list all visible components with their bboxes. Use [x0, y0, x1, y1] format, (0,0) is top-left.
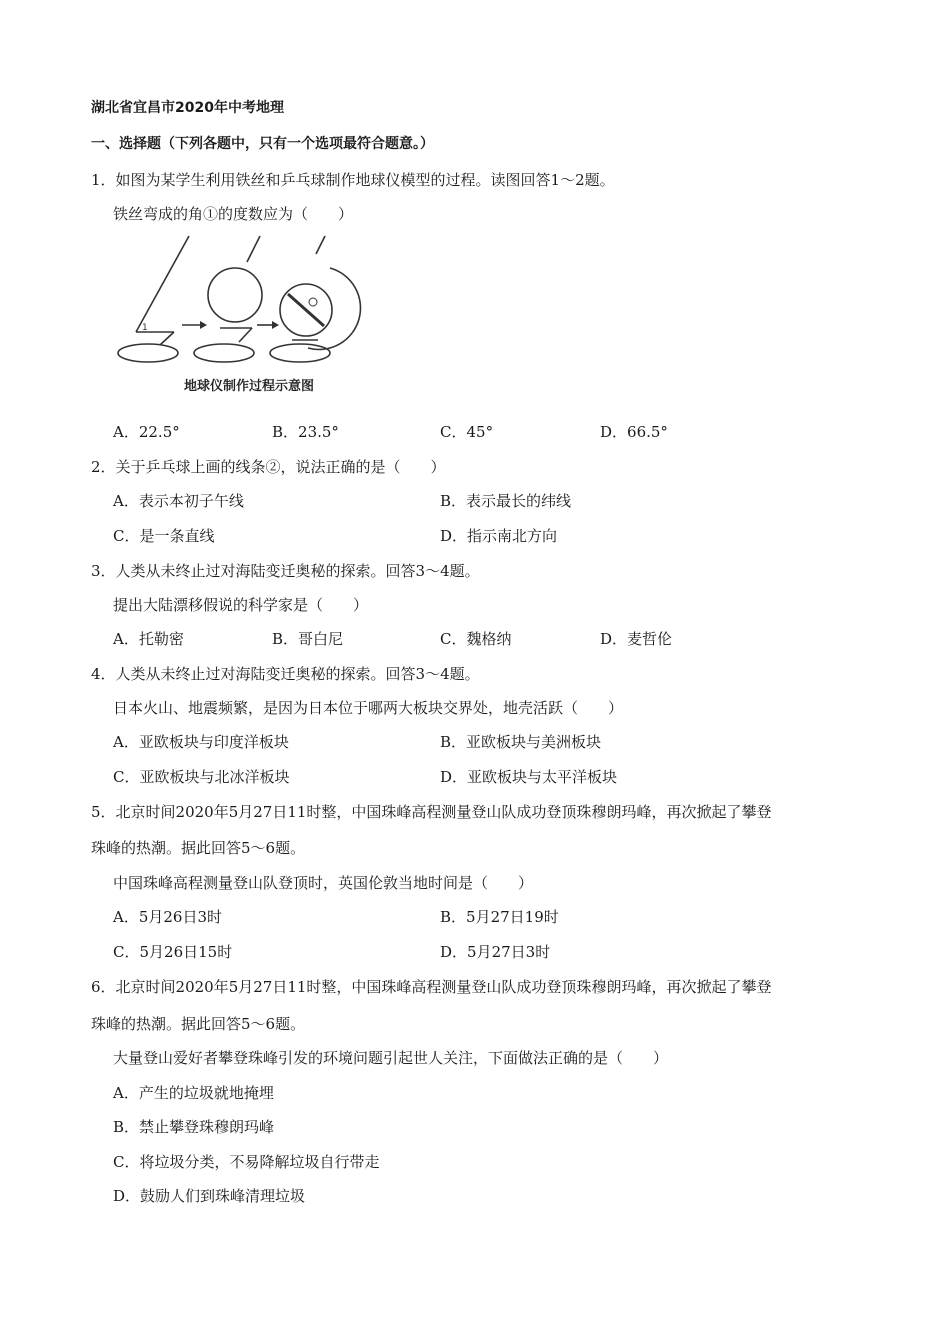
q2-stem: 2．关于乒乓球上画的线条②，说法正确的是（ ） [91, 458, 446, 476]
section-heading: 一、选择题（下列各题中，只有一个选项最符合题意。） [91, 136, 434, 152]
q5-prompt: 中国珠峰高程测量登山队登顶时，英国伦敦当地时间是（ ） [113, 874, 534, 892]
q5-option-a: A．5月26日3时 [113, 908, 223, 926]
q1-stem: 1．如图为某学生利用铁丝和乒乓球制作地球仪模型的过程。读图回答1～2题。 [91, 171, 615, 189]
q5-stem-line2: 珠峰的热潮。据此回答5～6题。 [91, 839, 306, 857]
globe-meridian-ring [308, 268, 360, 349]
q6-option-a: A．产生的垃圾就地掩埋 [113, 1084, 274, 1102]
q1-prompt: 铁丝弯成的角①的度数应为（ ） [113, 205, 354, 223]
figure-caption: 地球仪制作过程示意图 [184, 379, 315, 394]
q1-option-a: A．22.5° [113, 423, 180, 441]
angle-label: 1 [142, 323, 148, 333]
ping-pong-ball [208, 268, 262, 322]
q6-option-d: D．鼓励人们到珠峰清理垃圾 [113, 1187, 306, 1205]
q3-option-d: D．麦哲伦 [600, 630, 673, 648]
document-title: 湖北省宜昌市2020年中考地理 [91, 100, 284, 116]
q4-stem: 4．人类从未终止过对海陆变迁奥秘的探索。回答3～4题。 [91, 665, 480, 683]
q4-option-c: C．亚欧板块与北冰洋板块 [113, 768, 290, 786]
q5-option-c: C．5月26日15时 [113, 943, 233, 961]
q2-option-d: D．指示南北方向 [440, 527, 558, 545]
q6-stem-line2: 珠峰的热潮。据此回答5～6题。 [91, 1015, 306, 1033]
q1-option-b: B．23.5° [272, 423, 339, 441]
q4-option-d: D．亚欧板块与太平洋板块 [440, 768, 618, 786]
q1-option-d: D．66.5° [600, 423, 668, 441]
wire-axis [136, 236, 189, 332]
q1-option-c: C．45° [440, 423, 494, 441]
q5-stem-line1: 5．北京时间2020年5月27日11时整，中国珠峰高程测量登山队成功登顶珠穆朗玛峰，再次掀起了攀登 [91, 803, 772, 821]
q3-option-b: B．哥白尼 [272, 630, 344, 648]
q6-option-b: B．禁止攀登珠穆朗玛峰 [113, 1118, 275, 1136]
q3-stem: 3．人类从未终止过对海陆变迁奥秘的探索。回答3～4题。 [91, 562, 480, 580]
q6-stem-line1: 6．北京时间2020年5月27日11时整，中国珠峰高程测量登山队成功登顶珠穆朗玛峰，再次掀起了攀登 [91, 978, 772, 996]
q4-prompt: 日本火山、地震频繁，是因为日本位于哪两大板块交界处，地壳活跃（ ） [113, 699, 624, 717]
globe-making-diagram [112, 232, 362, 402]
q3-option-c: C．魏格纳 [440, 630, 512, 648]
q3-option-a: A．托勒密 [113, 630, 184, 648]
q6-prompt: 大量登山爱好者攀登珠峰引发的环境问题引起世人关注，下面做法正确的是（ ） [113, 1049, 669, 1067]
q5-option-b: B．5月27日19时 [440, 908, 559, 926]
q2-option-a: A．表示本初子午线 [113, 492, 244, 510]
q5-option-d: D．5月27日3时 [440, 943, 551, 961]
q4-option-a: A．亚欧板块与印度洋板块 [113, 733, 289, 751]
q2-option-c: C．是一条直线 [113, 527, 215, 545]
q2-option-b: B．表示最长的纬线 [440, 492, 572, 510]
q4-option-b: B．亚欧板块与美洲板块 [440, 733, 602, 751]
q6-option-c: C．将垃圾分类，不易降解垃圾自行带走 [113, 1153, 380, 1171]
q3-prompt: 提出大陆漂移假说的科学家是（ ） [113, 596, 369, 614]
